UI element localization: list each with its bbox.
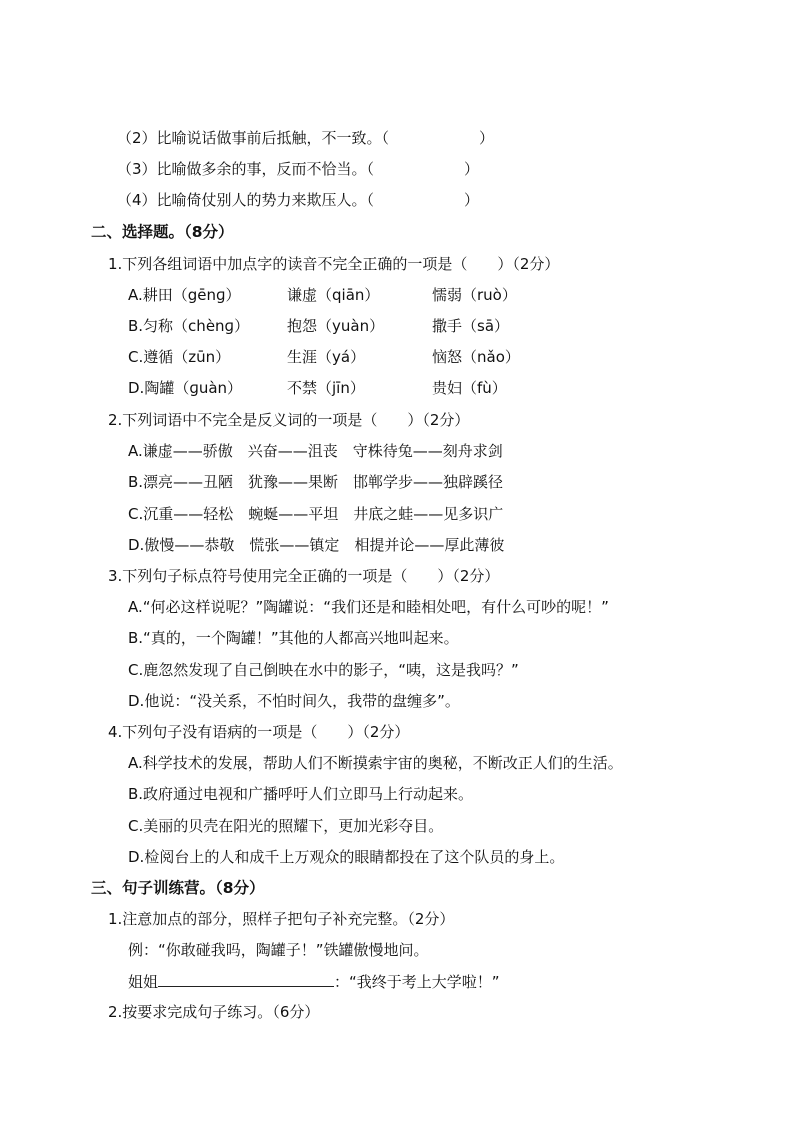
q1-option-a-word1: A.耕田（gēnɡ） [128, 286, 241, 304]
part1-item-4: （4）比喻倚仗别人的势力来欺压人。（ ） [117, 191, 480, 209]
section3-title: 三、句子训练营。（8分） [91, 879, 265, 897]
q1-option-b-word2: 抱怨（yuàn） [287, 317, 385, 335]
q2-option-c: C.沉重——轻松 蜿蜒——平坦 井底之蛙——见多识广 [128, 505, 504, 523]
fill-suffix: ：“我终于考上大学啦！” [334, 973, 500, 991]
s3-q2-stem: 2.按要求完成句子练习。（6分） [108, 1003, 320, 1021]
q3-option-b: B.“真的，一个陶罐！”其他的人都高兴地叫起来。 [128, 629, 459, 647]
q1-option-a-word3: 懦弱（ruò） [432, 286, 517, 304]
q4-option-a: A.科学技术的发展，帮助人们不断摸索宇宙的奥秘，不断改正人们的生活。 [128, 754, 623, 772]
s3-q1-stem: 1.注意加点的部分，照样子把句子补充完整。（2分） [108, 910, 455, 928]
q4-option-b: B.政府通过电视和广播呼吁人们立即马上行动起来。 [128, 785, 474, 803]
q1-option-c-word3: 恼怒（nǎo） [432, 348, 520, 366]
part1-item-3: （3）比喻做多余的事，反而不恰当。（ ） [117, 160, 480, 178]
q2-option-b: B.漂亮——丑陋 犹豫——果断 邯郸学步——独辟蹊径 [128, 473, 504, 491]
q3-option-c: C.鹿忽然发现了自己倒映在水中的影子，“咦，这是我吗？” [128, 661, 519, 679]
q1-option-c-word2: 生涯（yá） [287, 348, 366, 366]
q1-option-d-word1: D.陶罐（ɡuàn） [128, 379, 243, 397]
q1-option-c-word1: C.遵循（zūn） [128, 348, 231, 366]
q1-option-d-word3: 贵妇（fù） [432, 379, 507, 397]
answer-blank[interactable] [158, 971, 334, 987]
q1-stem: 1.下列各组词语中加点字的读音不完全正确的一项是（ ）（2分） [108, 255, 560, 273]
fill-prefix: 姐姐 [128, 973, 159, 991]
q2-option-a: A.谦虚——骄傲 兴奋——沮丧 守株待兔——刻舟求剑 [128, 442, 503, 460]
q3-stem: 3.下列句子标点符号使用完全正确的一项是（ ）（2分） [108, 567, 500, 585]
q3-option-a: A.“何必这样说呢？”陶罐说：“我们还是和睦相处吧，有什么可吵的呢！” [128, 598, 609, 616]
q1-option-b-word3: 撒手（sā） [432, 317, 510, 335]
q4-stem: 4.下列句子没有语病的一项是（ ）（2分） [108, 723, 410, 741]
s3-q1-fill-line [128, 971, 500, 992]
q4-option-d: D.检阅台上的人和成千上万观众的眼睛都投在了这个队员的身上。 [128, 848, 565, 866]
q1-option-a-word2: 谦虚（qiān） [287, 286, 380, 304]
q1-option-b-word1: B.匀称（chènɡ） [128, 317, 250, 335]
q2-stem: 2.下列词语中不完全是反义词的一项是（ ）（2分） [108, 411, 470, 429]
part1-item-2: （2）比喻说话做事前后抵触，不一致。（ ） [117, 129, 495, 147]
section2-title: 二、选择题。（8分） [91, 223, 234, 241]
q3-option-d: D.他说：“没关系，不怕时间久，我带的盘缠多”。 [128, 692, 460, 710]
q2-option-d: D.傲慢——恭敬 慌张——镇定 相提并论——厚此薄彼 [128, 536, 505, 554]
s3-q1-example: 例：“你敢碰我吗，陶罐子！”铁罐傲慢地问。 [128, 941, 429, 959]
q4-option-c: C.美丽的贝壳在阳光的照耀下，更加光彩夺目。 [128, 817, 444, 835]
q1-option-d-word2: 不禁（jīn） [287, 379, 365, 397]
